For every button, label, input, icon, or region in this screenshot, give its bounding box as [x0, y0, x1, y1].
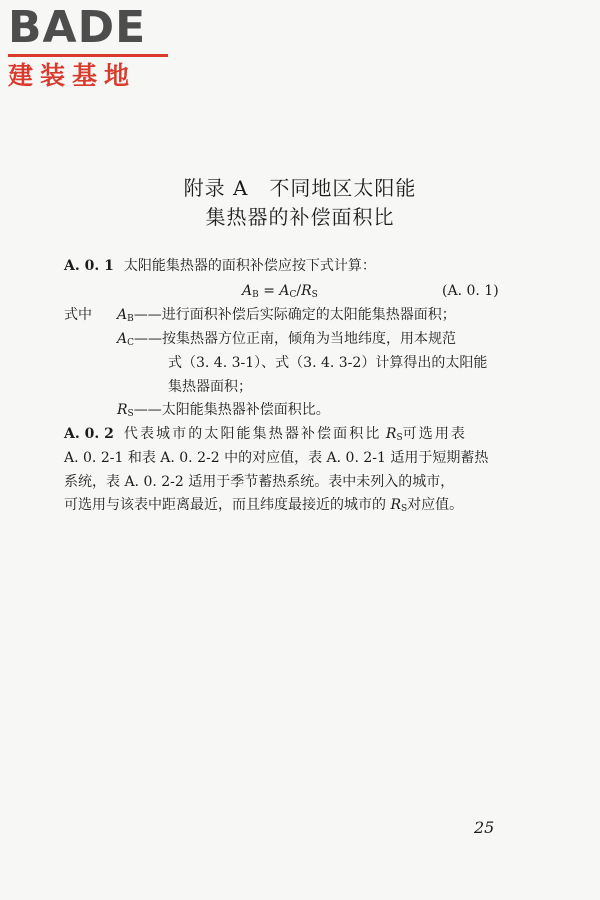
paragraph-line: A. 0. 2-1 和表 A. 0. 2-2 中的对应值，表 A. 0. 2-1 适用于短期蓄热 — [64, 450, 489, 466]
appendix-title: 附录 A 不同地区太阳能 — [183, 176, 417, 200]
formula-number: (A. 0. 1) — [442, 283, 499, 299]
clause-number: A. 0. 2 — [64, 426, 114, 442]
clause-a01 — [64, 256, 376, 276]
clause-text: 太阳能集热器的面积补偿应按下式计算： — [123, 258, 376, 274]
definition-rs: $R_S——$太阳能集热器补偿面积比。 — [117, 402, 330, 419]
paragraph-line: 可选用与该表中距离最近，而且纬度最接近的城市的 $R_S$对应值。 — [64, 497, 464, 514]
definition-ab: $A_B——$进行面积补偿后实际确定的太阳能集热器面积； — [117, 307, 456, 324]
logo-wordmark: BADE — [8, 2, 147, 53]
page-number: 25 — [474, 818, 495, 837]
clause-number: A. 0. 1 — [64, 258, 114, 274]
logo-subtitle: 建装基地 — [8, 61, 137, 90]
logo — [8, 4, 178, 93]
definition-ac-cont: 式（3. 4. 3-1）、式（3. 4. 3-2）计算得出的太阳能 — [168, 355, 488, 371]
definition-ac: $A_C——$按集热器方位正南，倾角为当地纬度，用本规范 — [117, 331, 457, 348]
paragraph-line: 系统，表 A. 0. 2-2 适用于季节蓄热系统。表中未列入的城市， — [64, 474, 455, 490]
definition-ac-cont: 集热器面积； — [168, 379, 252, 395]
logo-rule — [8, 54, 168, 57]
where-label: 式中 — [64, 307, 92, 323]
formula: $A_B = A_C/R_S$ — [242, 283, 318, 300]
appendix-subtitle: 集热器的补偿面积比 — [205, 205, 395, 229]
clause-a02: A. 0. 2 代表城市的太阳能集热器补偿面积比 $R_S$可选用表 — [64, 426, 468, 443]
